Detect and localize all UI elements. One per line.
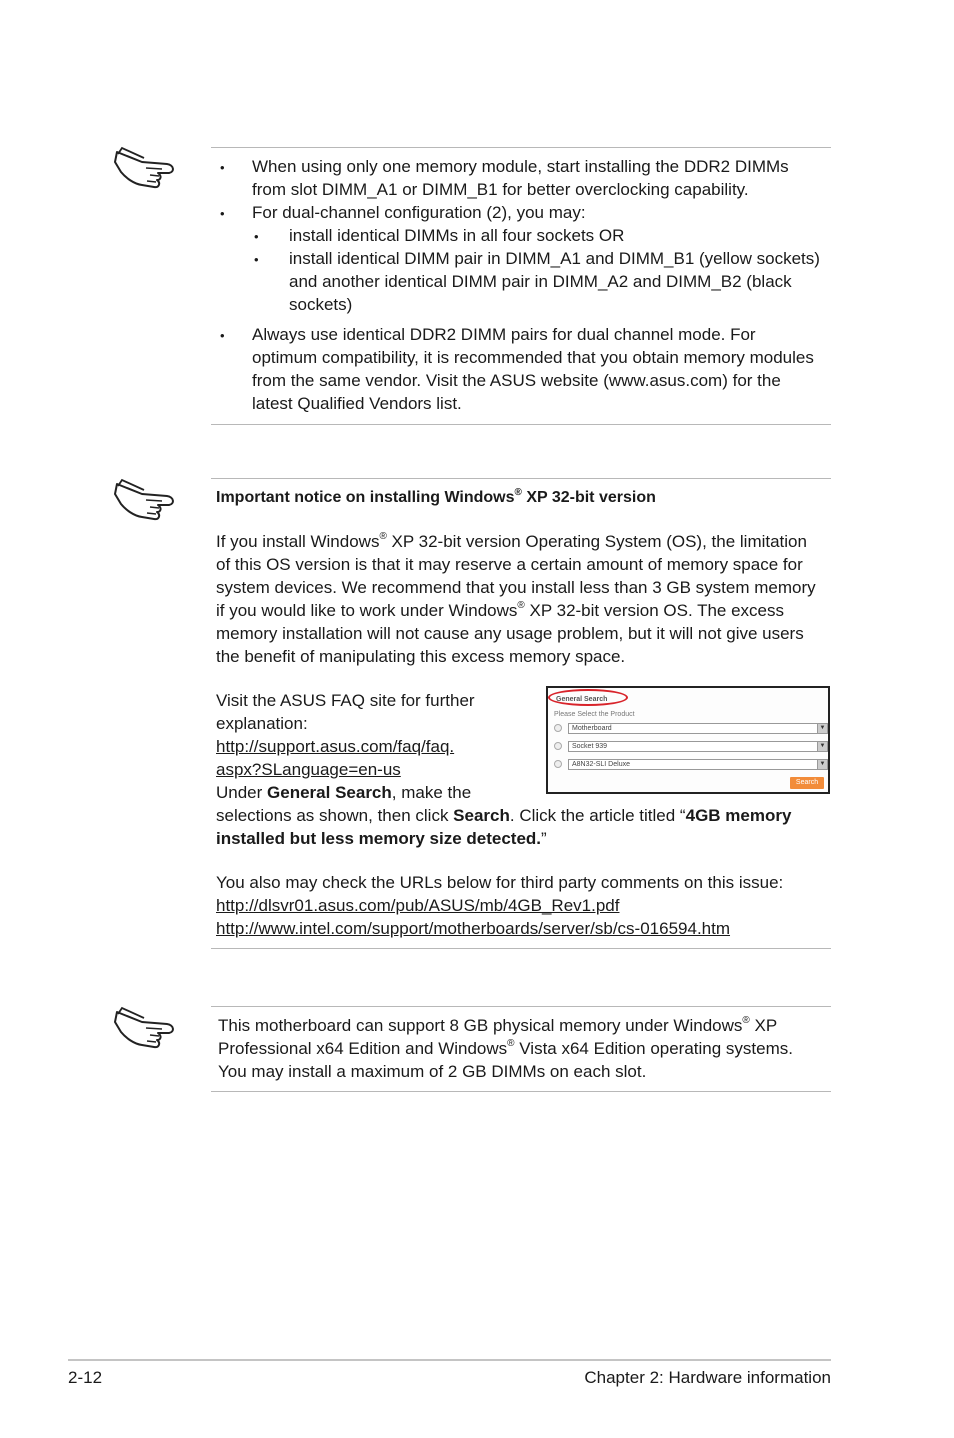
screenshot-subheader: Please Select the Product — [554, 711, 635, 718]
faq-link[interactable]: http://support.asus.com/faq/faq. — [216, 737, 455, 756]
text-line: and another identical DIMM pair in DIMM_A2 and DIMM_B2 (black — [289, 272, 792, 291]
title-text: Important notice on installing Windows — [216, 489, 515, 506]
list-item — [252, 323, 814, 415]
bullet: • — [220, 328, 225, 343]
text-line: Under General Search, make the — [216, 783, 472, 802]
text-line: from slot DIMM_A1 or DIMM_B1 for better overclocking capability. — [252, 180, 749, 199]
footer-rule — [68, 1359, 831, 1361]
search-button[interactable]: Search — [790, 777, 824, 789]
text-line: When using only one memory module, start installing the DDR2 DIMMs — [252, 157, 789, 176]
page-number: 2-12 — [68, 1368, 103, 1387]
screenshot-header: General Search — [556, 696, 608, 703]
chevron-down-icon: ▼ — [817, 742, 827, 751]
text-line: You may install a maximum of 2 GB DIMMs on each slot. — [218, 1062, 647, 1081]
chevron-down-icon: ▼ — [817, 724, 827, 733]
radio-icon[interactable] — [554, 742, 562, 750]
text-line: This motherboard can support 8 GB physical memory under Windows® XP — [218, 1015, 778, 1035]
note-top-rule — [211, 147, 831, 148]
registered-mark: ® — [514, 486, 522, 498]
text-line: optimum compatibility, it is recommended that you obtain memory modules — [252, 348, 814, 367]
radio-icon[interactable] — [554, 760, 562, 768]
text-line: If you install Windows® XP 32-bit version Operating System (OS), the limitation — [216, 531, 807, 551]
product-select[interactable]: Motherboard ▼ — [568, 723, 828, 734]
also-paragraph — [216, 871, 783, 940]
text-line: selections as shown, then click Search. Click the article titled “4GB memory — [216, 806, 792, 825]
model-select[interactable]: A8N32-SLI Deluxe ▼ — [568, 759, 828, 770]
sub-bullet: • — [254, 252, 259, 267]
hand-pointer-icon — [112, 142, 180, 192]
text-line: sockets) — [289, 295, 353, 314]
text-line: Visit the ASUS FAQ site for further — [216, 691, 475, 710]
text-line: latest Qualified Vendors list. — [252, 394, 462, 413]
product-row — [554, 741, 826, 753]
note-bottom-rule — [211, 424, 831, 425]
text-line: You also may check the URLs below for third party comments on this issue: — [216, 873, 784, 892]
text-line: from the same vendor. Visit the ASUS website (www.asus.com) for the — [252, 371, 781, 390]
text-line: system devices. We recommend that you install less than 3 GB system memory — [216, 578, 816, 597]
intel-link[interactable]: http://www.intel.com/support/motherboards/server/sb/cs-016594.htm — [216, 919, 731, 938]
text-line: if you would like to work under Windows® XP 32-bit version OS. The excess — [216, 600, 785, 620]
socket-select[interactable]: Socket 939 ▼ — [568, 741, 828, 752]
text-line: explanation: — [216, 714, 308, 733]
title-text: XP 32-bit version — [521, 489, 656, 506]
bullet: • — [220, 206, 225, 221]
note-top-rule — [211, 478, 831, 479]
sub-list-item — [289, 224, 624, 247]
text-line: of this OS version is that it may reserve a certain amount of memory space for — [216, 555, 803, 574]
chapter-title: Chapter 2: Hardware information — [584, 1368, 831, 1387]
bullet: • — [220, 160, 225, 175]
text-line: For dual-channel configuration (2), you may: — [252, 203, 586, 222]
note3-paragraph — [218, 1014, 793, 1083]
radio-icon[interactable] — [554, 724, 562, 732]
sub-bullet: • — [254, 229, 259, 244]
note-top-rule — [211, 1006, 831, 1007]
general-search-screenshot — [546, 686, 830, 794]
note2-title — [216, 486, 656, 509]
text-line: install identical DIMM pair in DIMM_A1 and DIMM_B1 (yellow sockets) — [289, 249, 820, 268]
text-line: Professional x64 Edition and Windows® Vista x64 Edition operating systems. — [218, 1038, 793, 1058]
hand-pointer-icon — [112, 1002, 180, 1052]
faq-link[interactable]: aspx?SLanguage=en-us — [216, 760, 401, 779]
note2-paragraph — [216, 530, 816, 668]
text-line: installed but less memory size detected.” — [216, 829, 547, 848]
text-line: memory installation will not cause any usage problem, but it will not give users — [216, 624, 804, 643]
text-line: Always use identical DDR2 DIMM pairs for dual channel mode. For — [252, 325, 756, 344]
pdf-link[interactable]: http://dlsvr01.asus.com/pub/ASUS/mb/4GB_Rev1.pdf — [216, 896, 620, 915]
list-item — [252, 201, 586, 224]
product-row — [554, 759, 826, 771]
note-bottom-rule — [211, 1091, 831, 1092]
sub-list-item — [289, 247, 820, 316]
text-line: the benefit of manipulating this excess memory space. — [216, 647, 626, 666]
note-bottom-rule — [211, 948, 831, 949]
chevron-down-icon: ▼ — [817, 760, 827, 769]
product-row — [554, 723, 826, 735]
text-line: install identical DIMMs in all four sockets OR — [289, 226, 625, 245]
list-item — [252, 155, 789, 201]
hand-pointer-icon — [112, 474, 180, 524]
